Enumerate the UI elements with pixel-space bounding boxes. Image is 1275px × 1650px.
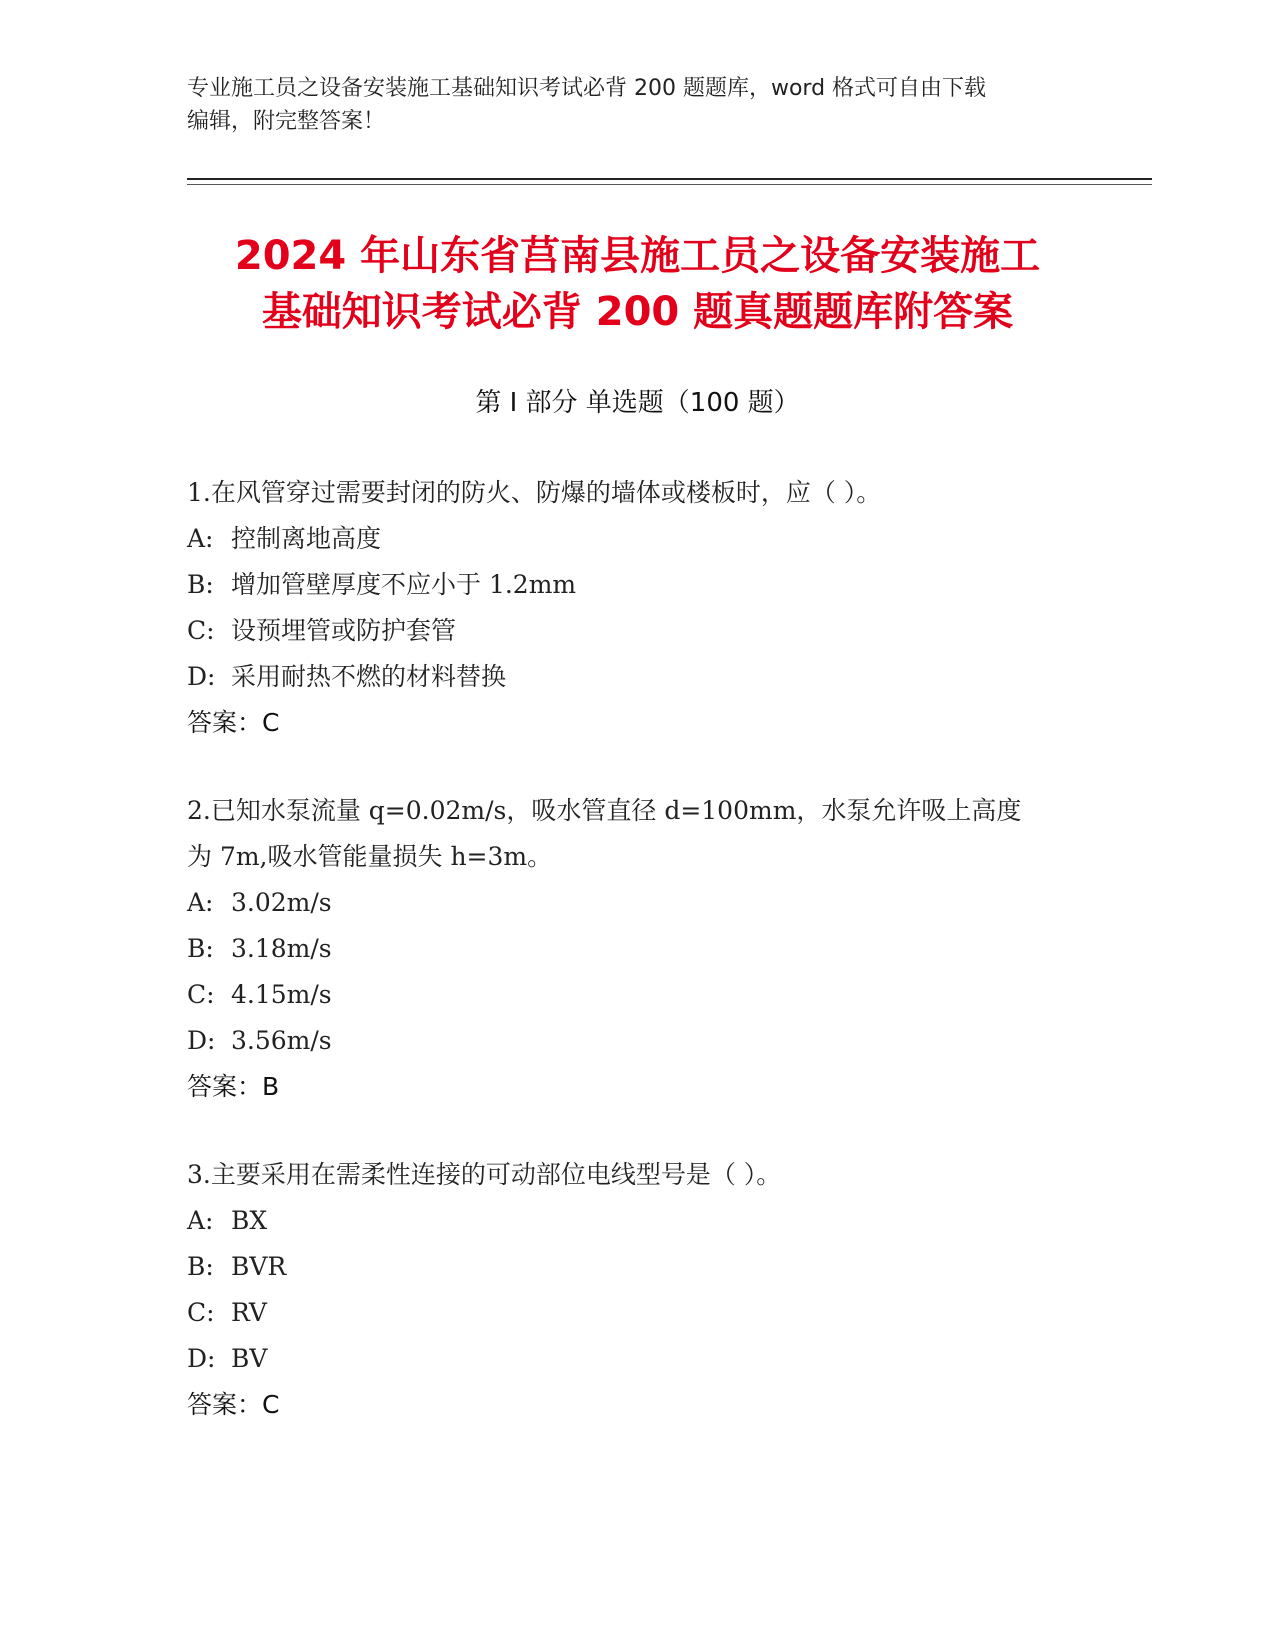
question-stem: 3.主要采用在需柔性连接的可动部位电线型号是（ ）。 [187, 1160, 782, 1189]
option-text: 设预埋管或防护套管 [231, 616, 457, 645]
header-note-line-2: 编辑，附完整答案！ [187, 109, 386, 134]
document-title [0, 228, 1275, 340]
option-text: BX [231, 1206, 268, 1235]
option-label: C: [187, 1298, 215, 1327]
option-label: A: [187, 888, 214, 917]
option-text: BV [231, 1344, 268, 1373]
option-text: 4.15m/s [231, 980, 332, 1009]
option-label: D: [187, 1344, 216, 1373]
option-a [187, 516, 1087, 562]
option-d [187, 1018, 1087, 1064]
question-stem: 1.在风管穿过需要封闭的防火、防爆的墙体或楼板时，应（ ）。 [187, 478, 882, 507]
document-title-line-2: 基础知识考试必背 200 题真题题库附答案 [261, 289, 1014, 335]
option-text: RV [231, 1298, 267, 1327]
option-b [187, 926, 1087, 972]
option-label: C: [187, 980, 215, 1009]
answer: 答案：B [187, 1072, 280, 1101]
option-text: 增加管壁厚度不应小于 1.2mm [231, 570, 577, 599]
question-2 [187, 788, 1087, 1110]
option-text: BVR [231, 1252, 287, 1281]
option-c [187, 608, 1087, 654]
option-text: 3.18m/s [231, 934, 332, 963]
option-d [187, 654, 1087, 700]
answer: 答案：C [187, 1390, 280, 1419]
option-text: 3.02m/s [231, 888, 332, 917]
question-stem-line-1: 2.已知水泵流量 q=0.02m/s，吸水管直径 d=100mm，水泵允许吸上高度 [187, 796, 1022, 825]
answer: 答案：C [187, 708, 280, 737]
question-1 [187, 470, 1087, 746]
header-divider-thick [187, 178, 1152, 180]
option-a [187, 1198, 1087, 1244]
option-label: C: [187, 616, 215, 645]
option-d [187, 1336, 1087, 1382]
option-c [187, 1290, 1087, 1336]
option-c [187, 972, 1087, 1018]
header-divider-thin [187, 184, 1152, 185]
option-label: A: [187, 1206, 214, 1235]
option-a [187, 880, 1087, 926]
option-label: D: [187, 1026, 216, 1055]
section-heading: 第 I 部分 单选题（100 题） [475, 388, 800, 418]
option-b [187, 562, 1087, 608]
option-text: 3.56m/s [231, 1026, 332, 1055]
option-text: 控制离地高度 [231, 524, 382, 553]
header-note [187, 72, 1087, 138]
question-stem-line-2: 为 7m,吸水管能量损失 h=3m。 [187, 842, 553, 871]
option-label: D: [187, 662, 216, 691]
option-label: B: [187, 1252, 214, 1281]
option-label: B: [187, 934, 214, 963]
question-3 [187, 1152, 1087, 1428]
option-label: A: [187, 524, 214, 553]
header-note-line-1: 专业施工员之设备安装施工基础知识考试必背 200 题题库，word 格式可自由下载 [187, 76, 987, 101]
option-text: 采用耐热不燃的材料替换 [231, 662, 507, 691]
option-b [187, 1244, 1087, 1290]
option-label: B: [187, 570, 214, 599]
document-title-line-1: 2024 年山东省莒南县施工员之设备安装施工 [234, 233, 1041, 279]
